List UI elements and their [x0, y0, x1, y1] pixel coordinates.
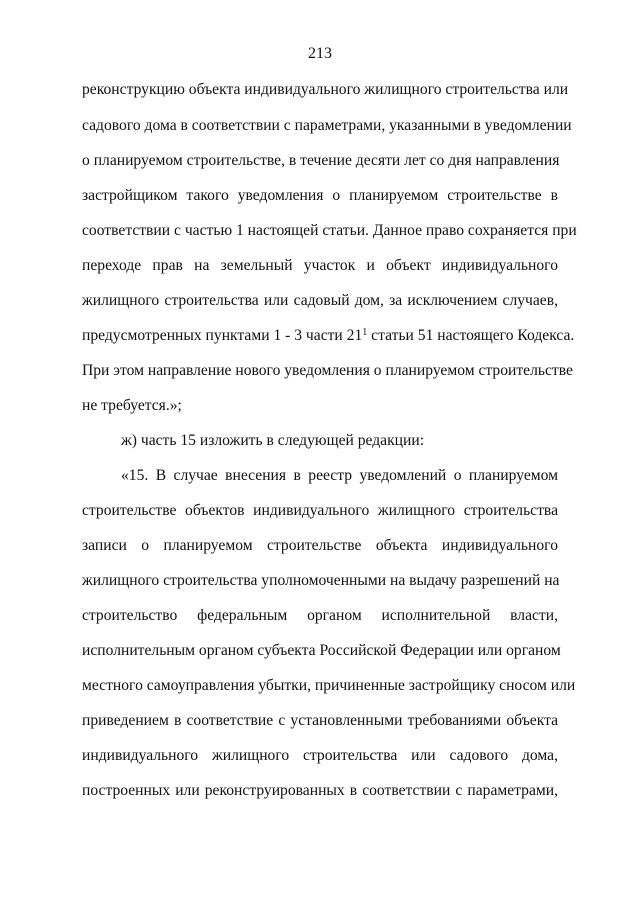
text-line: застройщиком такого уведомления о планируемом строительстве в	[82, 187, 558, 204]
text-line: переходе прав на земельный участок и объект индивидуального	[82, 257, 558, 274]
text-line: строительство федеральным органом исполнительной власти,	[82, 607, 558, 624]
text-line: приведением в соответствие с установленными требованиями объекта	[82, 712, 558, 729]
text-line: «15. В случае внесения в реестр уведомлений о планируемом	[121, 467, 558, 484]
text-line: строительстве объектов индивидуального жилищного строительства	[82, 502, 558, 519]
text-segment: предусмотренных пунктами 1 - 3 части 21	[82, 327, 363, 344]
text-line: жилищного строительства уполномоченными на выдачу разрешений на	[82, 572, 560, 589]
text-line: При этом направление нового уведомления о планируемом строительстве	[82, 362, 573, 379]
text-line: ж) часть 15 изложить в следующей редакции:	[121, 432, 425, 449]
text-line-with-superscript	[82, 326, 575, 346]
text-segment: статьи 51 настоящего Кодекса.	[367, 327, 575, 344]
text-line: реконструкцию объекта индивидуального жилищного строительства или	[82, 81, 569, 98]
text-line: исполнительным органом субъекта Российской Федерации или органом	[82, 642, 561, 659]
page-number: 213	[308, 45, 332, 62]
superscript: 1	[362, 327, 368, 338]
text-line: местного самоуправления убытки, причиненные застройщику сносом или	[82, 677, 576, 694]
text-line: построенных или реконструированных в соответствии с параметрами,	[82, 782, 558, 799]
text-line: записи о планируемом строительстве объекта индивидуального	[82, 537, 558, 554]
text-line: не требуется.»;	[82, 397, 182, 414]
text-line: индивидуального жилищного строительства или садового дома,	[82, 747, 558, 764]
text-line: жилищного строительства или садовый дом, за исключением случаев,	[82, 292, 558, 309]
text-line: соответствии с частью 1 настоящей статьи. Данное право сохраняется при	[82, 222, 577, 239]
text-line: садового дома в соответствии с параметрами, указанными в уведомлении	[82, 117, 572, 134]
text-line: о планируемом строительстве, в течение десяти лет со дня направления	[82, 152, 560, 169]
